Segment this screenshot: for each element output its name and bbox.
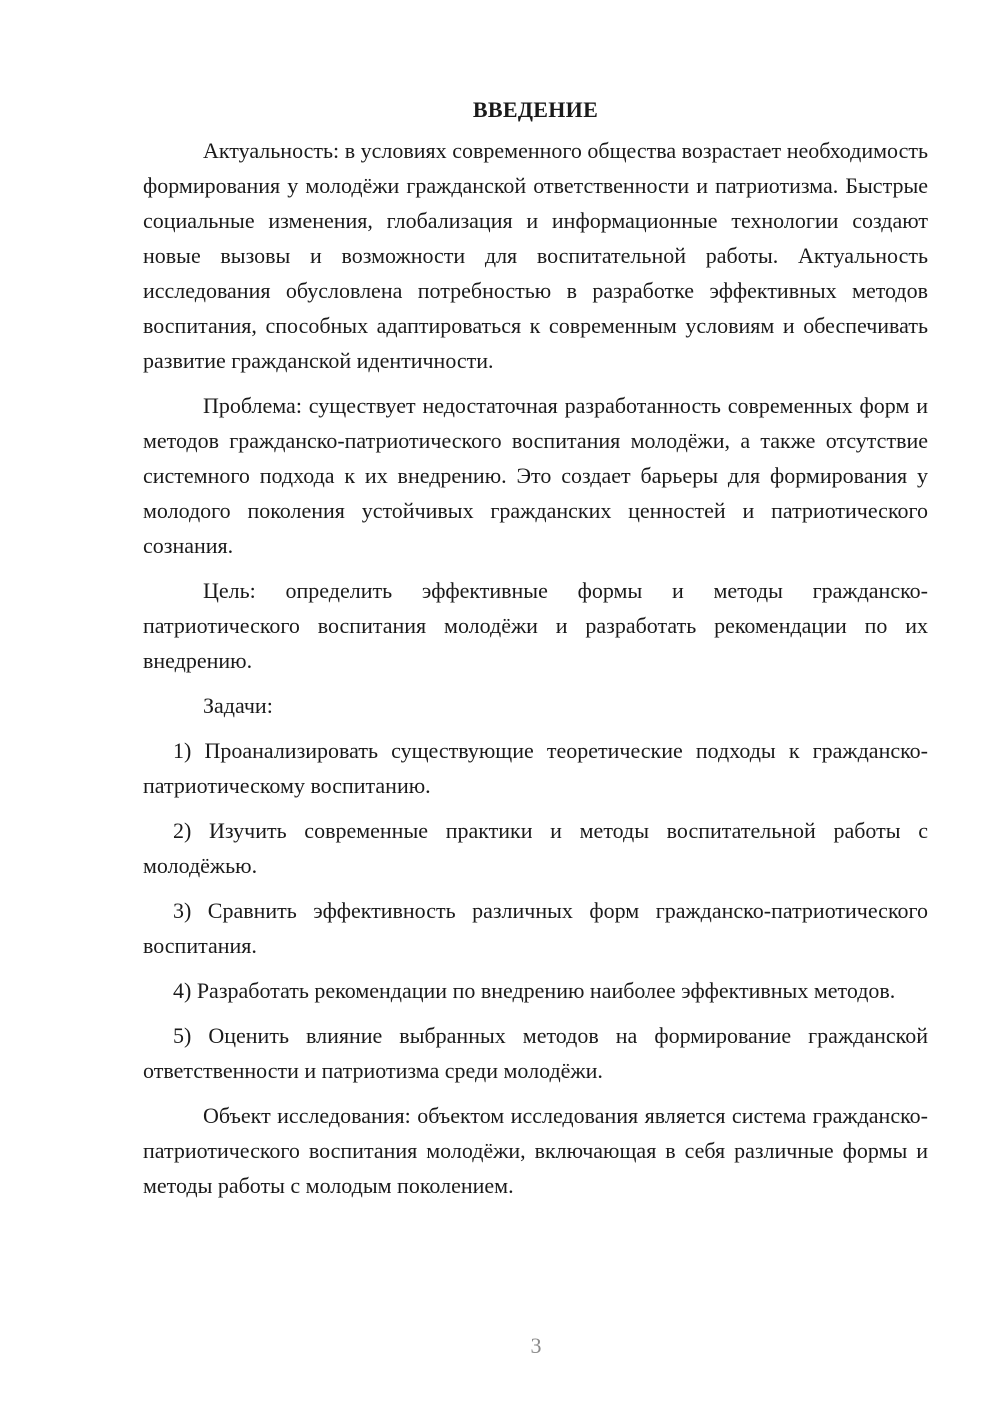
task-item-3: 3) Сравнить эффективность различных форм гражданско-патриотического воспитания. (143, 898, 928, 958)
task-item-2: 2) Изучить современные практики и методы воспитательной работы с молодёжью. (143, 818, 928, 878)
task-item-4: 4) Разработать рекомендации по внедрению наиболее эффективных методов. (173, 978, 896, 1003)
section-title: ВВЕДЕНИЕ (472, 97, 599, 122)
task-item-5: 5) Оценить влияние выбранных методов на формирование гражданской ответственности и патриотизма среди молодёжи. (143, 1023, 928, 1083)
tasks-label: Задачи: (203, 693, 273, 718)
relevance-paragraph: Актуальность: в условиях современного общества возрастает необходимость формирования у молодёжи гражданской ответственности и патриотизма. Быстрые социальные изменения, глобализация и информационные технологии создают новые вызовы и возможности для воспитательной работы. Актуальность исследования обусловлена потребностью в разработке эффективных методов воспитания, способных адаптироваться к современным условиям и обеспечивать развитие гражданской идентичности. (143, 138, 928, 373)
research-object-paragraph: Объект исследования: объектом исследования является система гражданско-патриотического воспитания молодёжи, включающая в себя различные формы и методы работы с молодым поколением. (143, 1103, 928, 1198)
page-number: 3 (530, 1333, 542, 1358)
problem-paragraph: Проблема: существует недостаточная разработанность современных форм и методов гражданско-патриотического воспитания молодёжи, а также отсутствие системного подхода к их внедрению. Это создает барьеры для формирования у молодого поколения устойчивых гражданских ценностей и патриотического сознания. (143, 393, 928, 558)
goal-paragraph: Цель: определить эффективные формы и методы гражданско-патриотического воспитания молодёжи и разработать рекомендации по их внедрению. (143, 578, 928, 673)
page-content (143, 95, 928, 1213)
task-item-1: 1) Проанализировать существующие теоретические подходы к гражданско-патриотическому воспитанию. (143, 738, 928, 798)
